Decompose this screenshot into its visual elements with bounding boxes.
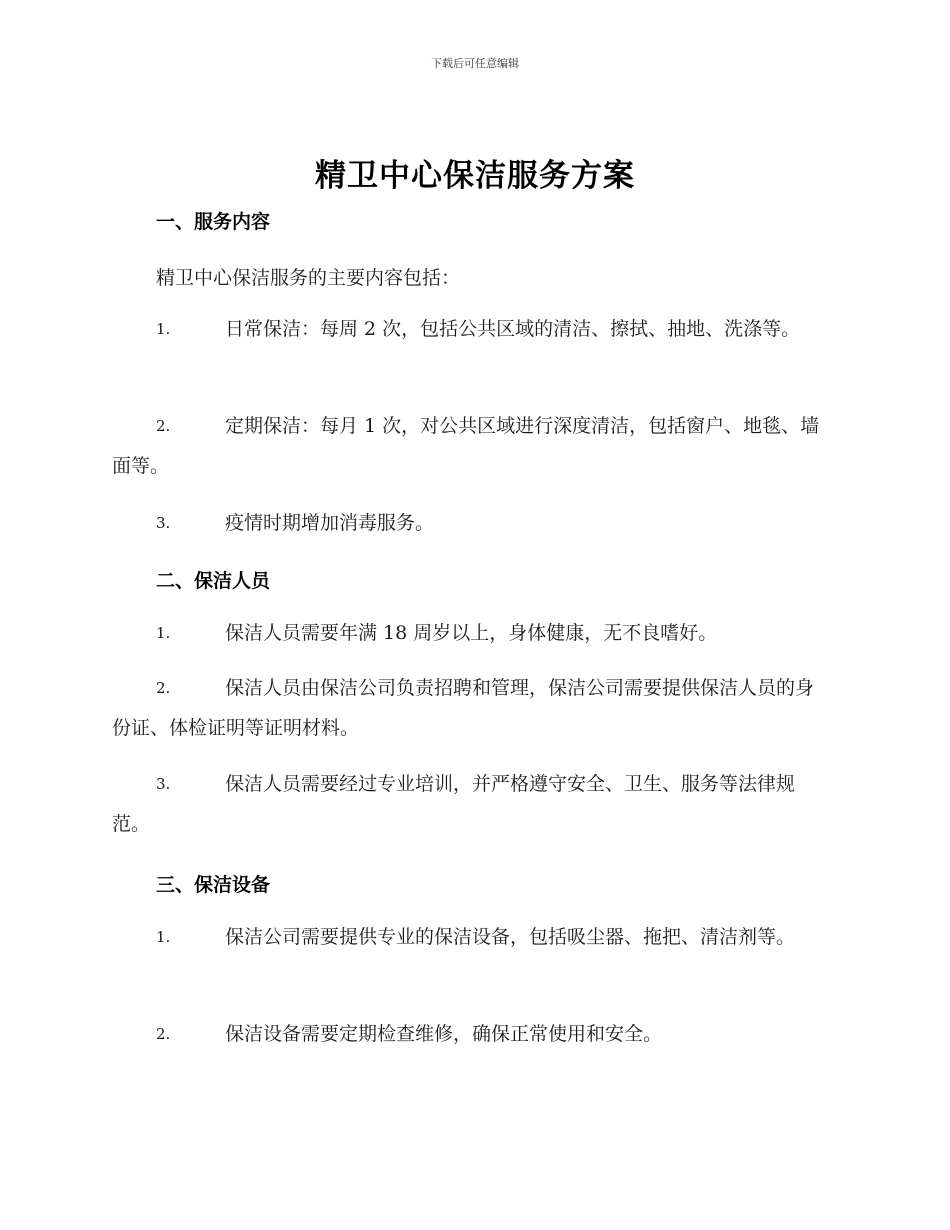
list-item	[112, 309, 832, 349]
list-item	[112, 406, 832, 486]
list-item-number: 2.	[156, 417, 171, 435]
list-item	[112, 503, 832, 543]
list-item	[112, 613, 832, 653]
list-item	[112, 764, 832, 844]
list-item-number: 3.	[156, 775, 171, 793]
list-item-text: 保洁人员需要年满 18 周岁以上，身体健康，无不良嗜好。	[225, 622, 718, 644]
list-item-text: 保洁公司需要提供专业的保洁设备，包括吸尘器、拖把、清洁剂等。	[225, 926, 796, 948]
list-item-text: 保洁设备需要定期检查维修，确保正常使用和安全。	[225, 1023, 663, 1045]
list-item-number: 2.	[156, 1025, 171, 1043]
list-item-number: 1.	[156, 928, 171, 946]
list-item-number: 2.	[156, 679, 171, 697]
list-item	[112, 1014, 832, 1054]
list-item-text: 保洁人员由保洁公司负责招聘和管理，保洁公司需要提供保洁人员的身份证、体检证明等证明材料。	[112, 677, 815, 739]
section-heading: 二、保洁人员	[156, 570, 271, 592]
list-item-text: 日常保洁：每周 2 次，包括公共区域的清洁、擦拭、抽地、洗涤等。	[225, 318, 801, 340]
list-item	[112, 668, 832, 748]
header-note: 下载后可任意编辑	[431, 57, 519, 70]
list-item-text: 疫情时期增加消毒服务。	[225, 512, 435, 534]
document-title: 精卫中心保洁服务方案	[315, 158, 635, 194]
list-item-number: 1.	[156, 320, 171, 338]
section-heading: 三、保洁设备	[156, 874, 271, 896]
section-heading: 一、服务内容	[156, 211, 271, 233]
list-item-number: 3.	[156, 514, 171, 532]
section-intro: 精卫中心保洁服务的主要内容包括：	[156, 267, 461, 289]
list-item-text: 定期保洁：每月 1 次，对公共区域进行深度清洁，包括窗户、地毯、墙面等。	[112, 415, 820, 477]
list-item-text: 保洁人员需要经过专业培训，并严格遵守安全、卫生、服务等法律规范。	[112, 773, 796, 835]
list-item-number: 1.	[156, 624, 171, 642]
list-item	[112, 917, 832, 957]
